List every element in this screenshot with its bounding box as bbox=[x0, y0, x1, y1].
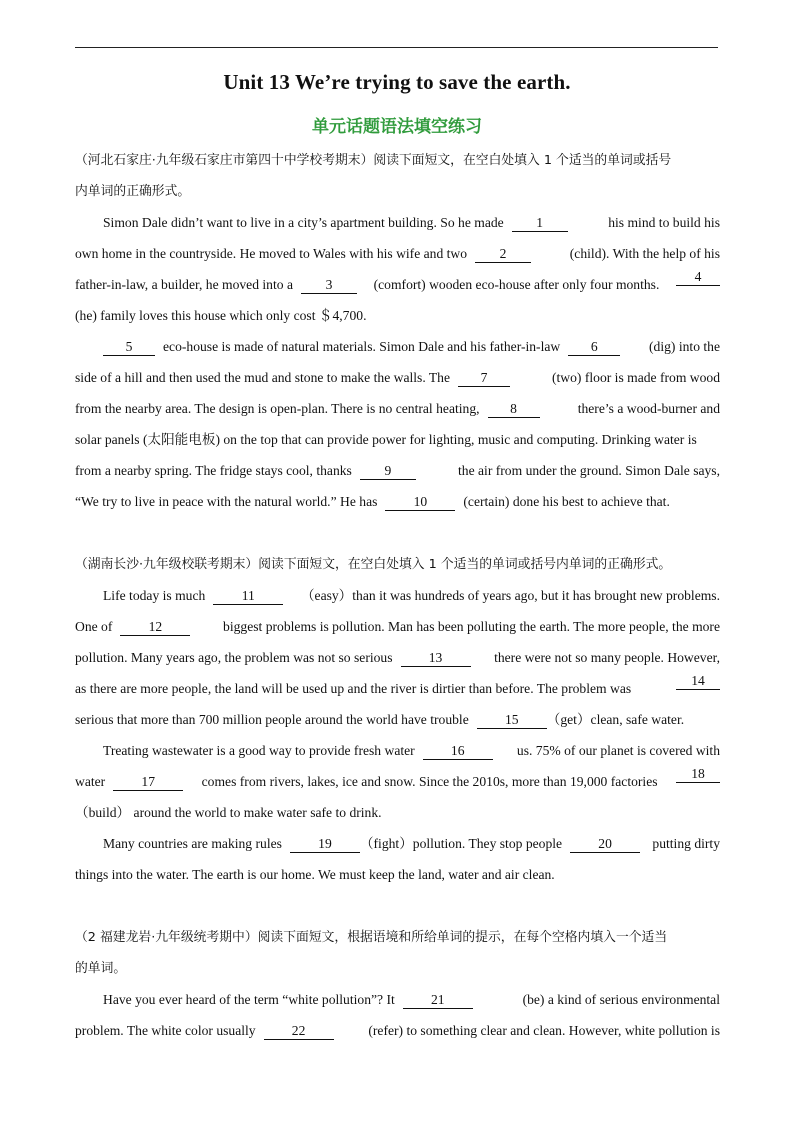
text-run: own home in the countryside. He moved to Wales with his wife and two bbox=[75, 246, 468, 261]
answer-blank[interactable]: 15 bbox=[477, 712, 547, 729]
passage-3-intro-line-2: 的单词。 bbox=[75, 961, 127, 976]
text-line bbox=[75, 704, 720, 735]
text-run: (comfort) wooden eco-house after only four months. bbox=[373, 277, 660, 292]
text-run: (dig) into the bbox=[649, 339, 720, 354]
text-run: Many countries are making rules bbox=[103, 836, 282, 851]
text-run: his mind to build his bbox=[608, 215, 720, 230]
passage-2 bbox=[75, 549, 720, 890]
passage-1 bbox=[75, 145, 720, 517]
text-run: side of a hill and then used the mud and stone to make the walls. The bbox=[75, 370, 451, 385]
answer-blank[interactable]: 21 bbox=[403, 992, 473, 1009]
text-run: Simon Dale didn’t want to live in a city’s apartment building. So he made bbox=[103, 215, 504, 230]
answer-blank[interactable]: 6 bbox=[568, 339, 620, 356]
text-line bbox=[75, 424, 720, 455]
text-line bbox=[75, 207, 720, 238]
page-subtitle: 单元话题语法填空练习 bbox=[312, 117, 482, 137]
text-run: from a nearby spring. The fridge stays cool, thanks bbox=[75, 463, 352, 478]
page-title: Unit 13 We’re trying to save the earth. bbox=[223, 70, 571, 94]
text-run: （build） around the world to make water safe to drink. bbox=[75, 805, 382, 820]
text-line bbox=[75, 766, 720, 797]
text-run: (be) a kind of serious environmental bbox=[522, 992, 720, 1007]
text-run: water bbox=[75, 774, 106, 789]
text-line bbox=[75, 642, 720, 673]
text-run: putting dirty bbox=[652, 836, 720, 851]
text-line bbox=[75, 797, 720, 828]
text-run: (certain) done his best to achieve that. bbox=[463, 494, 670, 509]
answer-blank[interactable]: 17 bbox=[113, 774, 183, 791]
answer-blank[interactable]: 18 bbox=[676, 766, 720, 783]
answer-blank[interactable]: 5 bbox=[103, 339, 155, 356]
answer-blank[interactable]: 7 bbox=[458, 370, 510, 387]
text-run: solar panels (太阳能电板) on the top that can provide power for lighting, music and computing. Drinking water is bbox=[75, 432, 697, 447]
passage-3-intro-line-1: （2 福建龙岩·九年级统考期中）阅读下面短文，根据语境和所给单词的提示，在每个空格内填入一个适当 bbox=[75, 930, 668, 945]
text-run: Treating wastewater is a good way to provide fresh water bbox=[103, 743, 415, 758]
text-run: One of bbox=[75, 619, 113, 634]
text-line bbox=[75, 362, 720, 393]
text-run: eco-house is made of natural materials. Simon Dale and his father-in-law bbox=[163, 339, 561, 354]
text-line bbox=[75, 859, 720, 890]
answer-blank[interactable]: 22 bbox=[264, 1023, 334, 1040]
answer-blank[interactable]: 20 bbox=[570, 836, 640, 853]
text-run: there were not so many people. However, bbox=[494, 650, 720, 665]
text-run: （easy）than it was hundreds of years ago, but it has brought new problems. bbox=[300, 588, 720, 603]
text-line bbox=[75, 984, 720, 1015]
answer-blank[interactable]: 2 bbox=[475, 246, 531, 263]
text-run: us. 75% of our planet is covered with bbox=[516, 743, 720, 758]
text-run: there’s a wood-burner and bbox=[577, 401, 720, 416]
passage-2-intro: （湖南长沙·九年级校联考期末）阅读下面短文，在空白处填入 1 个适当的单词或括号内单词的正确形式。 bbox=[75, 557, 672, 572]
answer-blank[interactable]: 13 bbox=[401, 650, 471, 667]
text-line bbox=[75, 238, 720, 269]
text-run: father-in-law, a builder, he moved into a bbox=[75, 277, 293, 292]
text-run: （fight）pollution. They stop people bbox=[359, 836, 563, 851]
text-run: (two) floor is made from wood bbox=[552, 370, 720, 385]
passage-1-intro-line-2: 内单词的正确形式。 bbox=[75, 184, 191, 199]
text-line bbox=[75, 455, 720, 486]
answer-blank[interactable]: 19 bbox=[290, 836, 360, 853]
text-line bbox=[75, 735, 720, 766]
text-line bbox=[75, 393, 720, 424]
answer-blank[interactable]: 8 bbox=[488, 401, 540, 418]
text-run: serious that more than 700 million people around the world have trouble bbox=[75, 712, 469, 727]
header-rule bbox=[75, 47, 718, 48]
text-run: Life today is much bbox=[103, 588, 206, 603]
text-run: biggest problems is pollution. Man has been polluting the earth. The more people, the more bbox=[223, 619, 720, 634]
passage-3 bbox=[75, 922, 720, 1046]
text-run: comes from rivers, lakes, ice and snow. Since the 2010s, more than 19,000 factories bbox=[201, 774, 658, 789]
text-run: pollution. Many years ago, the problem was not so serious bbox=[75, 650, 393, 665]
text-run: (child). With the help of his bbox=[569, 246, 720, 261]
answer-blank[interactable]: 9 bbox=[360, 463, 416, 480]
text-run: Have you ever heard of the term “white pollution”? It bbox=[103, 992, 395, 1007]
text-line bbox=[75, 486, 720, 517]
text-line bbox=[75, 828, 720, 859]
text-run: (he) family loves this house which only cost ＄4,700. bbox=[75, 308, 367, 323]
text-run: problem. The white color usually bbox=[75, 1023, 256, 1038]
text-line bbox=[75, 611, 720, 642]
text-line bbox=[75, 300, 720, 331]
text-run: things into the water. The earth is our home. We must keep the land, water and air clean. bbox=[75, 867, 555, 882]
text-line bbox=[75, 1015, 720, 1046]
answer-blank[interactable]: 12 bbox=[120, 619, 190, 636]
text-line bbox=[75, 331, 720, 362]
answer-blank[interactable]: 11 bbox=[213, 588, 283, 605]
text-line bbox=[75, 269, 720, 300]
answer-blank[interactable]: 4 bbox=[676, 269, 720, 286]
text-line bbox=[75, 673, 720, 704]
answer-blank[interactable]: 16 bbox=[423, 743, 493, 760]
answer-blank[interactable]: 3 bbox=[301, 277, 357, 294]
text-line bbox=[75, 580, 720, 611]
answer-blank[interactable]: 10 bbox=[385, 494, 455, 511]
text-run: the air from under the ground. Simon Dale says, bbox=[458, 463, 720, 478]
answer-blank[interactable]: 1 bbox=[512, 215, 568, 232]
text-run: as there are more people, the land will be used up and the river is dirtier than before. The problem was bbox=[75, 681, 632, 696]
text-run: from the nearby area. The design is open-plan. There is no central heating, bbox=[75, 401, 480, 416]
answer-blank[interactable]: 14 bbox=[676, 673, 720, 690]
text-run: (refer) to something clear and clean. However, white pollution is bbox=[368, 1023, 720, 1038]
text-run: “We try to live in peace with the natural world.” He has bbox=[75, 494, 378, 509]
text-run: （get）clean, safe water. bbox=[546, 712, 685, 727]
passage-1-intro-line-1: （河北石家庄·九年级石家庄市第四十中学校考期末）阅读下面短文，在空白处填入 1 个适当的单词或括号 bbox=[75, 153, 672, 168]
